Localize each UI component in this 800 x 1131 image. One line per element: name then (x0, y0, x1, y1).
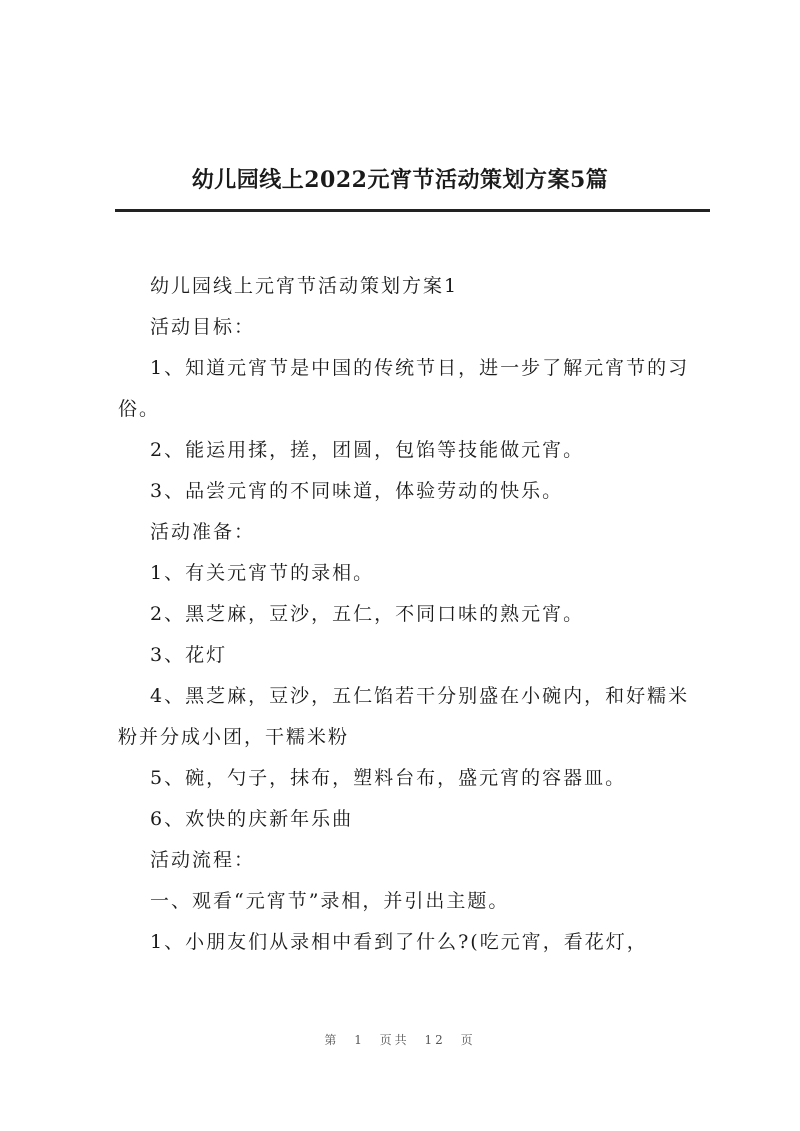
footer-middle: 页共 (379, 1033, 410, 1047)
paragraph: 1、有关元宵节的录相。 (150, 562, 375, 584)
paragraph: 5、碗，勺子，抹布，塑料台布，盛元宵的容器皿。 (150, 767, 627, 789)
footer-current-page: 1 (354, 1033, 365, 1047)
footer-total-pages: 12 (424, 1033, 446, 1047)
footer-prefix: 第 (324, 1033, 340, 1047)
title-underline (115, 209, 710, 212)
paragraph: 幼儿园线上元宵节活动策划方案1 (150, 275, 459, 297)
paragraph: 4、黑芝麻，豆沙，五仁馅若干分别盛在小碗内，和好糯米粉并分成小团，干糯米粉 (118, 685, 690, 748)
document-body (118, 266, 708, 963)
paragraph: 3、花灯 (150, 644, 228, 666)
paragraph: 活动流程： (150, 849, 256, 871)
paragraph: 活动准备： (150, 521, 256, 543)
document-title: 幼儿园线上2022元宵节活动策划方案5篇 (191, 167, 609, 193)
paragraph: 2、黑芝麻，豆沙，五仁，不同口味的熟元宵。 (150, 603, 585, 625)
paragraph: 6、欢快的庆新年乐曲 (150, 808, 354, 830)
footer-suffix: 页 (460, 1033, 476, 1047)
page-footer (0, 1030, 800, 1050)
paragraph: 一、观看“元宵节”录相，并引出主题。 (150, 890, 510, 912)
paragraph: 1、知道元宵节是中国的传统节日，进一步了解元宵节的习俗。 (118, 357, 690, 420)
paragraph: 1、小朋友们从录相中看到了什么?(吃元宵，看花灯， (150, 931, 648, 953)
paragraph: 3、品尝元宵的不同味道，体验劳动的快乐。 (150, 480, 564, 502)
paragraph: 活动目标： (150, 316, 256, 338)
paragraph: 2、能运用揉，搓，团圆，包馅等技能做元宵。 (150, 439, 585, 461)
